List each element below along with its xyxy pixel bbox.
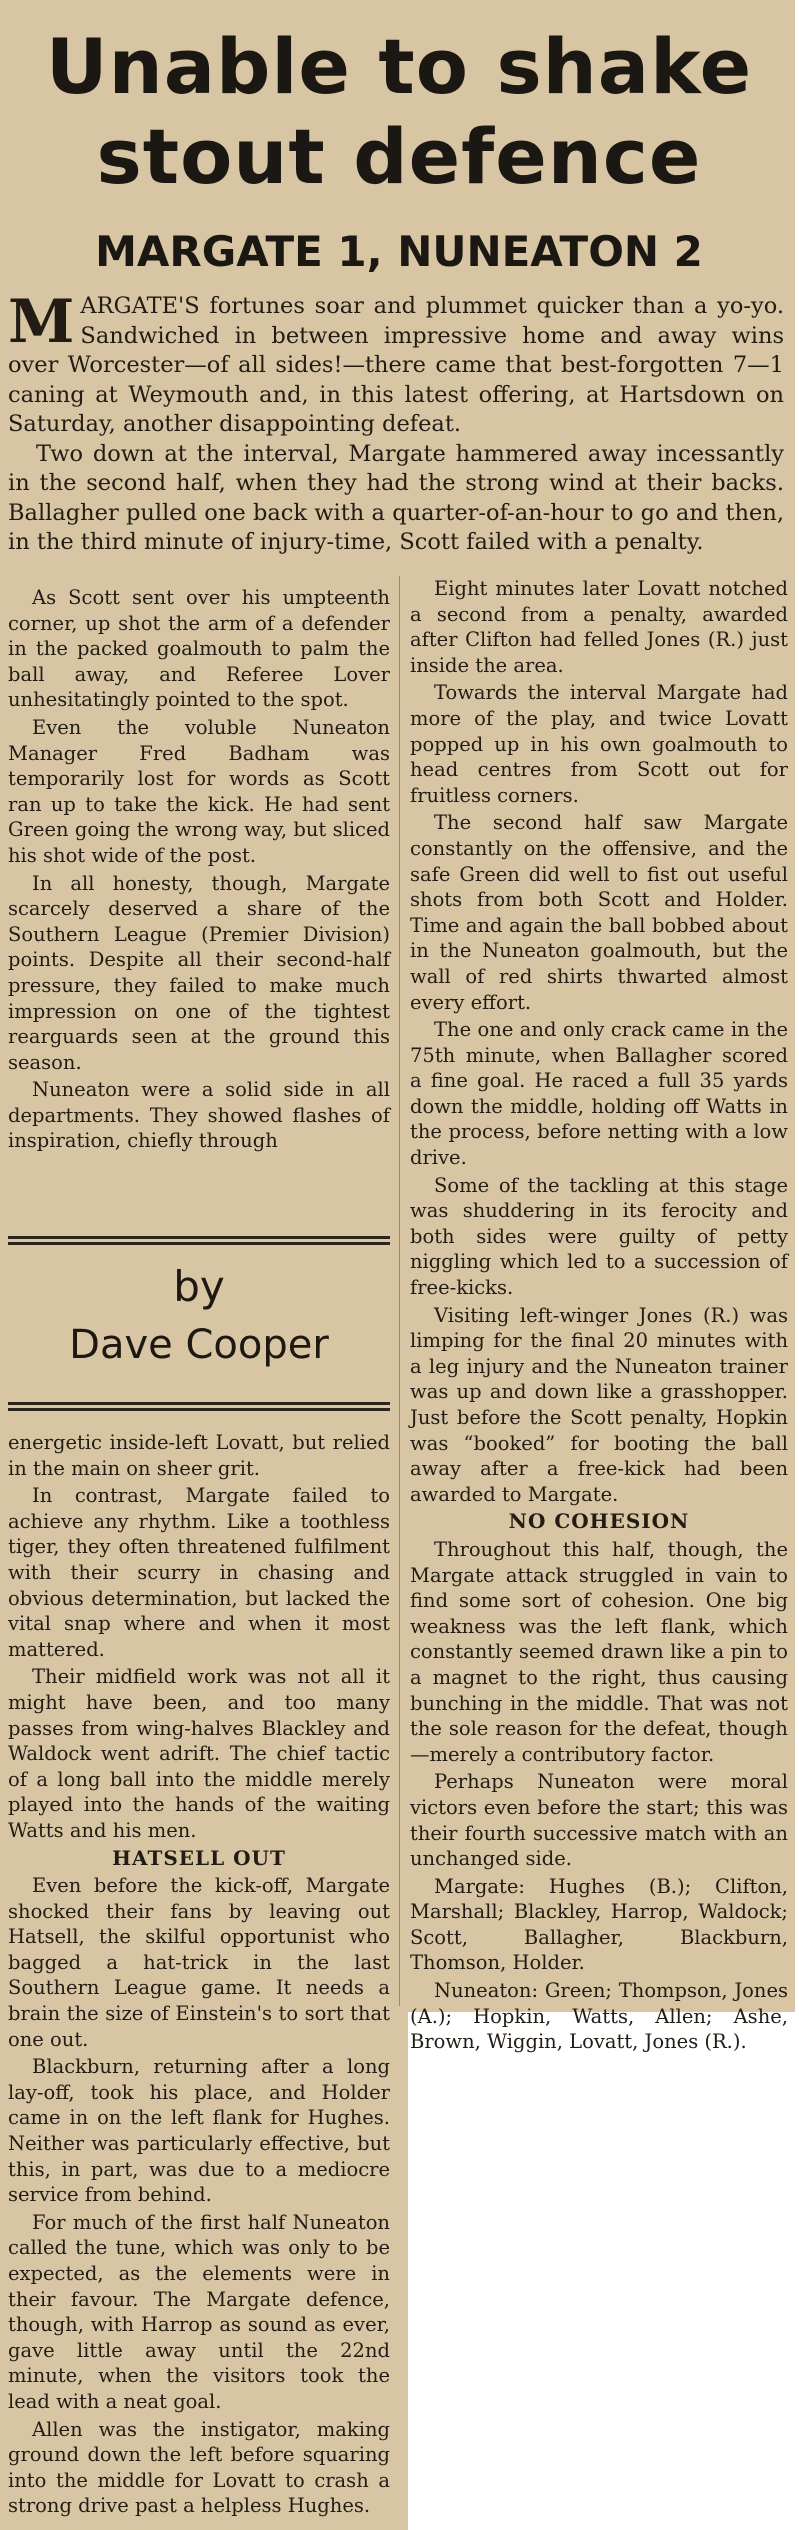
subhead-no-cohesion: NO COHESION	[508, 1509, 690, 1534]
right-paragraph-6: Visiting left-winger Jones (R.) was limping for the final 20 minutes with a leg injury and the Nuneaton trainer was up and down like a grasshopper. Just before the Scott penalty, Hopkin was “booked” for booting the ball away after a free-kick had been awarded to Margate.	[410, 1303, 788, 1506]
right-paragraph-9: Margate: Hughes (B.); Clifton, Marshall; Blackley, Harrop, Waldock; Scott, Ballagher, Blackburn, Thomson, Holder.	[410, 1874, 788, 1975]
left2-paragraph-3: Their midfield work was not all it might have been, and too many passes from wing-halves Blackley and Waldock went adrift. The chief tactic of a long ball into the middle merely played into the hands of the waiting Watts and his men.	[8, 1665, 390, 1842]
left2-paragraph-6: For much of the first half Nuneaton called the tune, which was only to be expected, as the elements were in their favour. The Margate defence, though, with Harrop as sound as ever, gave little away until the 22nd minute, when the visitors took the lead with a neat goal.	[8, 2210, 390, 2413]
headline-line-2: stout defence	[96, 112, 702, 201]
byline-top-rule	[8, 1236, 390, 1239]
byline-box	[8, 1244, 390, 1416]
drop-cap: M	[8, 287, 75, 357]
subhead-hatsell-out: HATSELL OUT	[112, 1845, 286, 1870]
left-paragraph-3: In all honesty, though, Margate scarcely deserved a share of the Southern League (Premier Division) points. Despite all their second-half pressure, they failed to make much impression on one of the tightest rearguards seen at the ground this season.	[8, 871, 390, 1074]
right-paragraph-7: Throughout this half, though, the Margate attack struggled in vain to find some sort of cohesion. One big weakness was the left flank, which constantly seemed drawn like a pin to a magnet to the right, thus causing bunching in the middle. That was not the sole reason for the defeat, though—merely a contributory factor.	[410, 1537, 788, 1766]
left-paragraph-2: Even the voluble Nuneaton Manager Fred Badham was temporarily lost for words as Scott ran up to take the kick. He had sent Green going the wrong way, but sliced his shot wide of the post.	[8, 715, 390, 867]
headline-line-1: Unable to shake	[45, 22, 753, 111]
right-column	[410, 576, 788, 2057]
right-paragraph-1: Eight minutes later Lovatt notched a second from a penalty, awarded after Clifton had felled Jones (R.) just inside the area.	[410, 577, 788, 677]
byline-by: by	[173, 1262, 225, 1311]
left-paragraph-1: As Scott sent over his umpteenth corner, up shot the arm of a defender in the packed goalmouth to palm the ball away, and Referee Lover unhesitatingly pointed to the spot.	[8, 586, 390, 712]
left2-paragraph-5: Blackburn, returning after a long lay-off, took his place, and Holder came in on the left flank for Hughes. Neither was particularly effective, but this, in part, was due to a mediocre service from behind.	[8, 2055, 390, 2207]
byline-bottom-rule-2	[8, 1408, 390, 1411]
headline	[14, 22, 784, 202]
left-column-bottom	[8, 1430, 390, 2521]
left-paragraph-4: Nuneaton were a solid side in all departments. They showed flashes of inspiration, chiefly through	[8, 1078, 390, 1153]
left2-paragraph-7: Allen was the instigator, making ground down the left before squaring into the middle for Lovatt to crash a strong drive past a helpless Hughes.	[8, 2417, 390, 2518]
intro-text	[8, 287, 784, 558]
left2-paragraph-1: energetic inside-left Lovatt, but relied in the main on sheer grit.	[8, 1431, 390, 1480]
score-line: MARGATE 1, NUNEATON 2	[95, 227, 703, 276]
byline-bottom-rule	[8, 1402, 390, 1405]
right-paragraph-10: Nuneaton: Green; Thompson, Jones (A.); Hopkin, Watts, Allen; Ashe, Brown, Wiggin, Lovatt, Jones (R.).	[410, 1979, 788, 2054]
column-divider	[399, 576, 400, 2006]
right-paragraph-8: Perhaps Nuneaton were moral victors even before the start; this was their fourth successive match with an unchanged side.	[410, 1770, 788, 1871]
right-paragraph-3: The second half saw Margate constantly on the offensive, and the safe Green did well to fist out useful shots from both Scott and Holder. Time and again the ball bobbed about in the Nuneaton goalmouth, but the wall of red shirts thwarted almost every effort.	[410, 811, 788, 1014]
left2-paragraph-2: In contrast, Margate failed to achieve any rhythm. Like a toothless tiger, they often threatened fulfilment with their scurry in chasing and obvious determination, but lacked the vital snap where and when it most mattered.	[8, 1484, 390, 1661]
intro-paragraph-1-text: ARGATE'S fortunes soar and plummet quicker than a yo-yo. Sandwiched in between impressive home and away wins over Worcester—of all sides!—there came that best-forgotten 7—1 caning at Weymouth and, in this latest offering, at Hartsdown on Saturday, another disappointing defeat.	[8, 293, 784, 437]
right-paragraph-5: Some of the tackling at this stage was shuddering in its ferocity and both sides were guilty of petty niggling which led to a succession of free-kicks.	[410, 1173, 788, 1300]
left2-paragraph-4: Even before the kick-off, Margate shocked their fans by leaving out Hatsell, the skilful opportunist who bagged a hat-trick in the last Southern League game. It needs a brain the size of Einstein's to sort that one out.	[8, 1874, 390, 2051]
intro-paragraph-1	[8, 287, 784, 440]
byline-author: Dave Cooper	[69, 1322, 329, 1368]
right-paragraph-4: The one and only crack came in the 75th minute, when Ballagher scored a fine goal. He raced a full 35 yards down the middle, holding off Watts in the process, before netting with a low drive.	[410, 1018, 788, 1170]
right-paragraph-2: Towards the interval Margate had more of the play, and twice Lovatt popped up in his own goalmouth to head centres from Scott out for fruitless corners.	[410, 681, 788, 807]
left-column-top	[8, 585, 390, 1156]
intro-paragraph-2: Two down at the interval, Margate hammered away incessantly in the second half, when they had the strong wind at their backs. Ballagher pulled one back with a quarter-of-an-hour to go and then, in the third minute of injury-time, Scott failed with a penalty.	[8, 440, 784, 555]
